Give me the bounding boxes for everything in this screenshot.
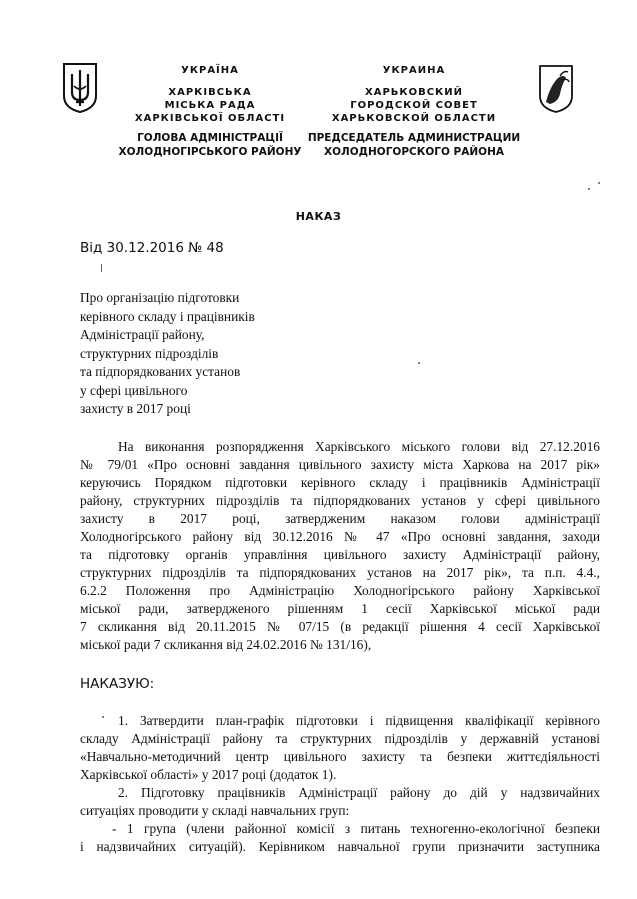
header-right-position-2: ХОЛОДНОГОРСКОГО РАЙОНА [324,146,504,158]
header-left-council-1: ХАРКІВСЬКА [168,87,252,98]
coat-of-arms-ukraine [62,62,98,114]
order-item-line: - 1 група (члени районної комісії з питань техногенно-екологічної безпеки [112,821,600,836]
coat-of-arms-kharkiv [538,64,574,114]
preamble-line: району, структурних підрозділів та підпорядкованих установ у сфері цивільного [80,493,600,508]
header-right-country: УКРАИНА [382,65,446,76]
order-items [80,712,600,856]
preamble-line: захисту в 2017 році, затвердженим наказом голови адміністрації [80,511,600,526]
header-right-position-1: ПРЕДСЕДАТЕЛЬ АДМИНИСТРАЦИИ [307,132,521,144]
scan-speck [598,182,600,184]
order-item-line: Харківської області» у 2017 році (додаток 1). [80,767,337,782]
preamble-line: № 79/01 «Про основні завдання цивільного захисту міста Харкова на 2017 рік» [80,457,600,472]
order-item-line: і надзвичайних ситуацій). Керівником навчальної групи призначити заступника [80,839,600,854]
subject-block [80,289,340,419]
document-type: НАКАЗ [295,210,342,223]
preamble-line: 6.2.2 Положення про Адміністрацію Холодногірського району Харківської [80,583,600,598]
date-number-line: Від 30.12.2016 № 48 [80,240,224,256]
order-item-line: 2. Підготовку працівників Адміністрації району до дій у надзвичайних [118,785,600,800]
subject-line: керівного складу і працівників [80,308,255,324]
preamble-line: На виконання розпорядження Харківського міського голови від 27.12.2016 [118,439,600,454]
header-left-council-3: ХАРКІВСЬКОЇ ОБЛАСТІ [134,113,286,124]
scan-speck [418,362,420,364]
preamble-line: Холодногірського району від 30.12.2016 № 47 «Про основні завдання, заходи [80,529,600,544]
scan-speck [102,716,104,718]
preamble-line: структурних підрозділів та підпорядкованих установ на 2017 рік», та п.п. 4.4., [80,565,600,580]
subject-line: захисту в 2017 році [80,401,191,416]
header-right-council-1: ХАРЬКОВСКИЙ [365,87,463,98]
header-left-country: УКРАЇНА [181,65,239,76]
subject-line: та підпорядкованих установ [80,364,241,379]
order-item-line: ситуаціях проводити у складі навчальних груп: [80,803,350,818]
preamble-line: міської ради 7 скликання від 24.02.2016 № 131/16), [80,637,372,652]
preamble-line: та підготовку органів управління цивільного захисту Адміністрації району, [80,547,600,562]
preamble-paragraph [80,438,600,654]
header-right-council-3: ХАРЬКОВСКОЙ ОБЛАСТИ [331,113,497,124]
header-left-position-1: ГОЛОВА АДМІНІСТРАЦІЇ [137,132,283,144]
preamble-line: 7 скликання від 20.11.2015 № 07/15 (в редакції рішення 4 сесії Харківської [80,619,600,634]
subject-line: у сфері цивільного [80,382,188,398]
preamble-line: міської ради, затвердженого рішенням 1 сесії Харківської міської ради [80,601,600,616]
scan-speck [588,188,590,190]
order-item-line: складу Адміністрації району та структурних підрозділів у державній установі [80,731,600,746]
order-item-line: 1. Затвердити план-графік підготовки і підвищення кваліфікації керівного [118,713,600,728]
subject-line: структурних підрозділів [80,345,219,361]
order-item-line: «Навчально-методичний центр цивільного захисту та безпеки життєдіяльності [80,749,600,764]
order-word: НАКАЗУЮ: [80,676,155,692]
header-left-position-2: ХОЛОДНОГІРСЬКОГО РАЙОНУ [118,146,302,158]
preamble-line: керуючись Порядком підготовки керівного складу і працівників Адміністрації [80,475,600,490]
scan-mark [101,264,102,272]
subject-line: Адміністрації району, [80,327,205,342]
header-right-council-2: ГОРОДСКОЙ СОВЕТ [350,100,478,111]
subject-line: Про організацію підготовки [80,290,240,305]
header-left-council-2: МІСЬКА РАДА [164,100,256,111]
